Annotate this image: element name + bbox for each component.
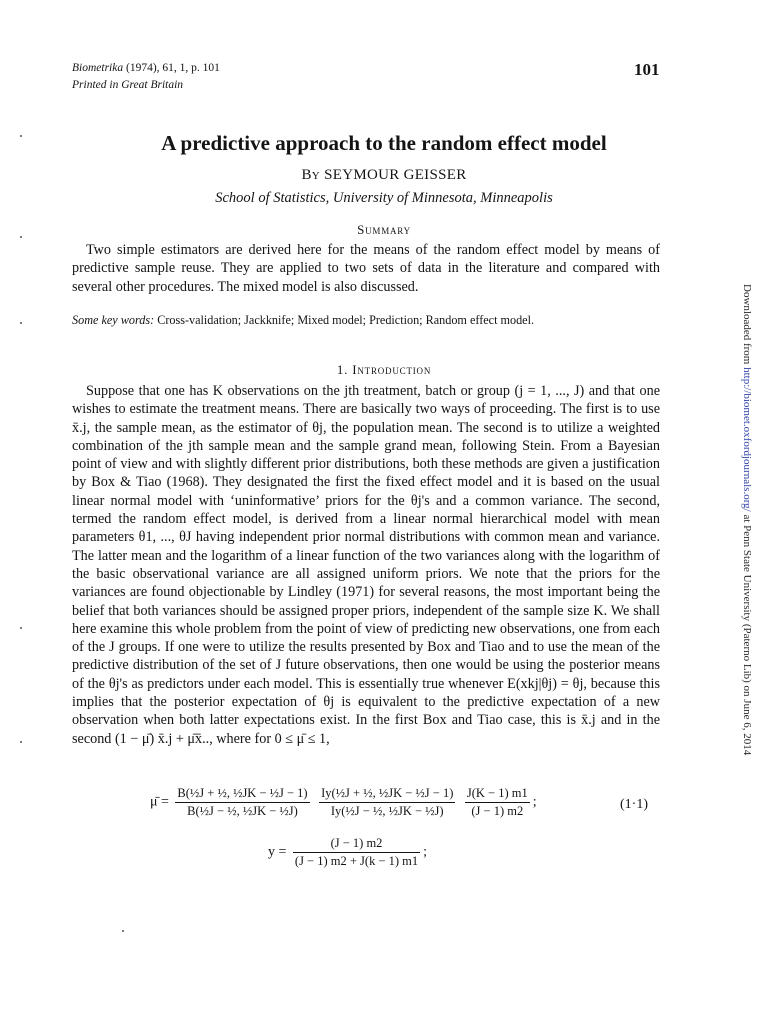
eq1-numerator-3: J(K − 1) m1 xyxy=(465,786,530,803)
author-name: SEYMOUR GEISSER xyxy=(324,167,467,183)
download-note xyxy=(741,284,753,755)
paper-title: A predictive approach to the random effect model xyxy=(161,131,607,155)
summary-heading: Summary xyxy=(357,222,411,237)
journal-citation xyxy=(72,61,220,75)
download-suffix: at Penn State University (Paterno Lib) on June 6, 2014 xyxy=(741,511,753,756)
key-words-list: Cross-validation; Jackknife; Mixed model; Prediction; Random effect model. xyxy=(154,313,535,327)
eq2-lhs: y = xyxy=(268,844,287,860)
eq1-lhs: μ̄ = xyxy=(150,794,169,810)
eq1-denominator-1: B(½J − ½, ½JK − ½J) xyxy=(187,804,298,818)
citation-details: (1974), 61, 1, p. 101 xyxy=(123,62,220,74)
scan-speck xyxy=(122,930,124,932)
eq1-fraction-ratio xyxy=(465,786,530,819)
eq2-tail: ; xyxy=(423,844,428,860)
summary-text: Two simple estimators are derived here for the means of the random effect model by means of predictive sample reuse. They are applied to two sets of data in the literature and compared with several other procedures. The mixed model is also discussed. xyxy=(72,242,660,295)
eq2-fraction xyxy=(293,836,420,869)
equation-y xyxy=(268,836,427,869)
scan-speck xyxy=(20,627,22,629)
eq2-denominator: (J − 1) m2 + J(k − 1) m1 xyxy=(294,854,419,868)
introduction-text: Suppose that one has K observations on the jth treatment, batch or group (j = 1, ..., J) and that one wishes to estimate the treatment means. There are basically two ways of proceeding. The first is to use x̄.j, the sample mean, as the estimator of θj, the population mean. The second is to utilize a weighted combination of the jth sample mean and the sample grand mean, following Stein. From a Bayesian point of view and with slightly different prior distributions, both these methods are given a justification by Box & Tiao (1968). They designated the first the fixed effect model and it is based on the usual linear normal model with ‘uninformative’ priors for the θj's and a common variance. The second, termed the random effect model, is derived from a linear normal hierarchical model with mean parameters θ1, ..., θJ having independent prior normal distributions with common mean and variance. The latter mean and the logarithm of a linear function of the two variances along with the logarithm of the basic observational variance are all assigned uniform priors. We note that the priors for the variances are found objectionable by Lindley (1971) for several reasons, the most important being the belief that both variances should be assigned proper priors, independent of the sample size K. We shall here examine this whole problem from the point of view of predicting new observations, one from each of the J groups. If one were to utilize the results presented by Box and Tiao and to use the mean of the predictive distribution of the set of J future observations, then one would be using the posterior means of the θj's as predictors under each model. This is essentially true whenever E(xkj|θj) = θj, because this implies that the posterior expectation of θj is equivalent to the predictive expectation of a new observation when both latter expectations exist. In the first Box and Tiao case, this is x̄.j and in the second (1 − μ̄) x̄.j + μ̄x̄.., where for 0 ≤ μ̄ ≤ 1, xyxy=(72,383,660,747)
printed-note: Printed in Great Britain xyxy=(72,79,184,91)
eq1-numerator-1: B(½J + ½, ½JK − ½J − 1) xyxy=(175,786,309,803)
scan-speck xyxy=(20,135,22,137)
eq2-numerator: (J − 1) m2 xyxy=(293,836,420,853)
key-words-label: Some key words: xyxy=(72,313,155,327)
journal-name: Biometrika xyxy=(72,62,124,74)
author-prefix: By xyxy=(301,167,321,183)
scan-speck xyxy=(20,322,22,324)
section-heading-introduction: 1. Introduction xyxy=(336,362,432,377)
scan-speck xyxy=(20,741,22,743)
key-words xyxy=(72,313,662,328)
author-line xyxy=(0,167,768,184)
eq1-denominator-3: (J − 1) m2 xyxy=(471,804,524,818)
scan-speck xyxy=(20,236,22,238)
download-link[interactable]: http://biomet.oxfordjournals.org/ xyxy=(741,367,753,512)
equation-number: (1·1) xyxy=(620,797,648,812)
eq1-denominator-2: Iy(½J − ½, ½JK − ½J) xyxy=(330,804,444,818)
eq1-fraction-beta xyxy=(175,786,309,819)
page-number: 101 xyxy=(634,60,660,79)
download-prefix: Downloaded from xyxy=(741,284,753,368)
equation-1-1 xyxy=(150,786,537,819)
eq1-numerator-2: Iy(½J + ½, ½JK − ½J − 1) xyxy=(319,786,455,803)
affiliation: School of Statistics, University of Minnesota, Minneapolis xyxy=(215,190,553,206)
eq1-tail: ; xyxy=(532,794,537,810)
eq1-fraction-incomplete-beta xyxy=(319,786,455,819)
